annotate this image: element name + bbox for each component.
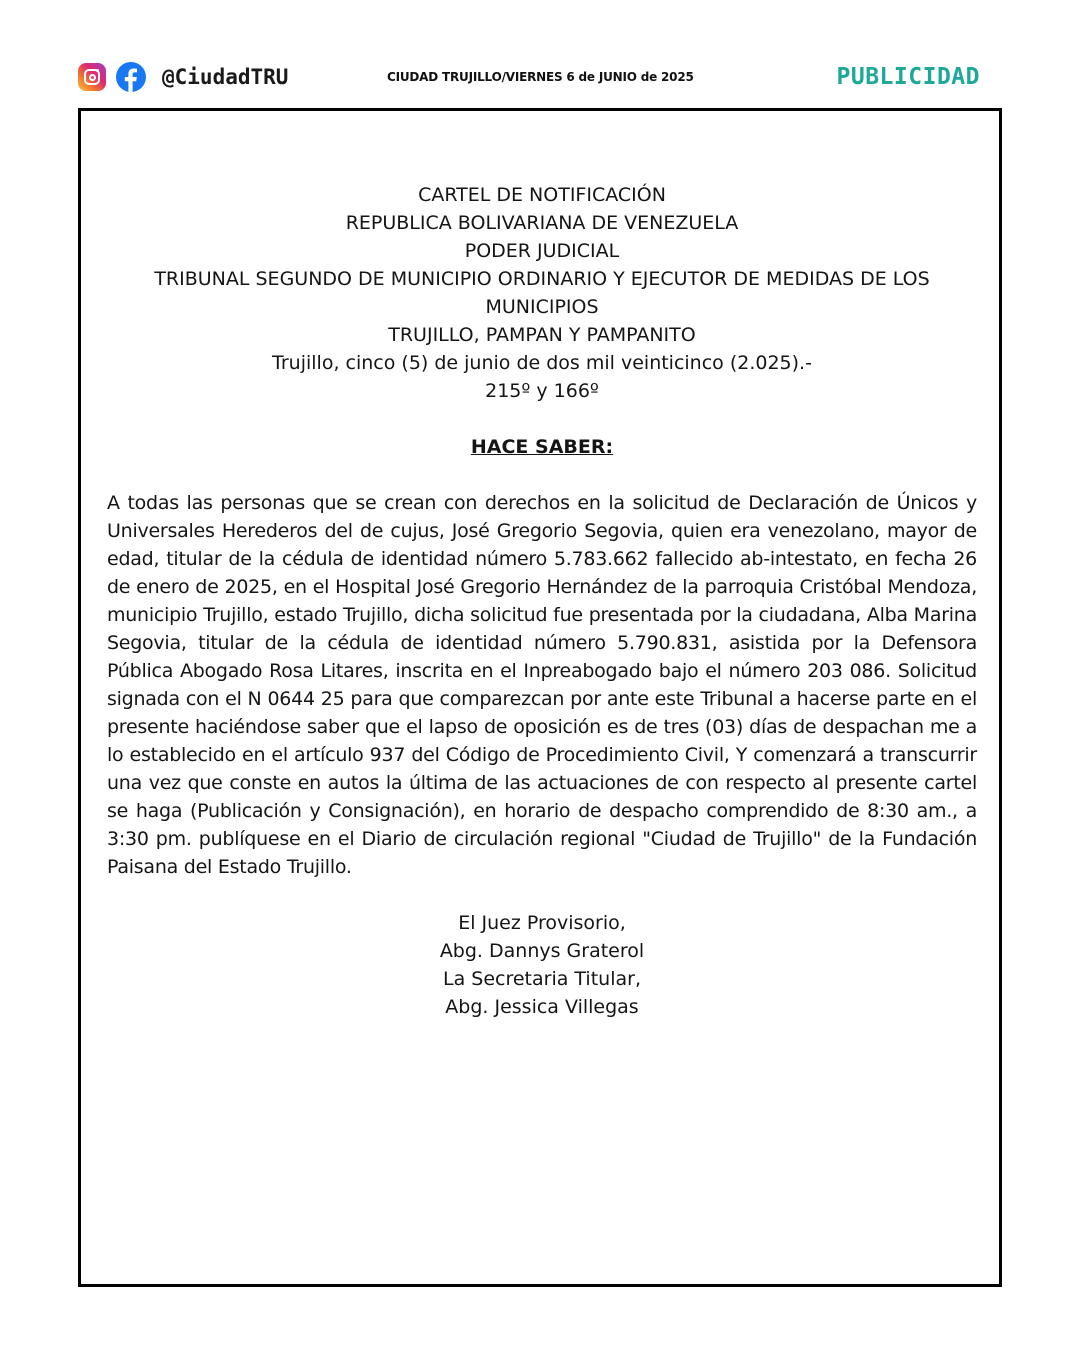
notice-frame <box>78 108 1002 1287</box>
notice-title: CARTEL DE NOTIFICACIÓN <box>418 184 666 206</box>
instagram-icon[interactable] <box>78 63 106 91</box>
secretary-name: Abg. Jessica Villegas <box>445 996 639 1018</box>
page-header <box>0 0 1080 108</box>
signature-block <box>107 909 977 1021</box>
secretary-title: La Secretaria Titular, <box>443 968 641 990</box>
court-line: TRIBUNAL SEGUNDO DE MUNICIPIO ORDINARIO Y EJECUTOR DE MEDIDAS DE LOS MUNICIPIOS <box>154 268 930 318</box>
country-line: REPUBLICA BOLIVARIANA DE VENEZUELA <box>345 212 739 234</box>
notice-content <box>107 181 977 1021</box>
judge-name: Abg. Dannys Graterol <box>439 940 645 962</box>
notice-header <box>107 181 977 405</box>
facebook-icon[interactable] <box>116 62 146 92</box>
authority-line: PODER JUDICIAL <box>464 240 620 262</box>
instagram-icon-lens <box>89 74 96 81</box>
date-line: Trujillo, cinco (5) de junio de dos mil veinticinco (2.025).- <box>272 352 812 374</box>
edition-dateline: CIUDAD TRUJILLO/VIERNES 6 de JUNIO de 2025 <box>387 70 694 84</box>
social-links <box>78 62 288 92</box>
judge-title: El Juez Provisorio, <box>458 912 626 934</box>
municipalities-line: TRUJILLO, PAMPAN Y PAMPANITO <box>388 324 696 346</box>
section-label: PUBLICIDAD <box>836 64 980 90</box>
notice-heading: HACE SABER: <box>470 436 614 458</box>
years-line: 215º y 166º <box>485 380 599 402</box>
social-handle[interactable]: @CiudadTRU <box>162 65 289 89</box>
instagram-icon-dot <box>96 69 99 72</box>
facebook-icon-glyph <box>116 62 146 92</box>
notice-body: A todas las personas que se crean con derechos en la solicitud de Declaración de Únicos y Universales Herederos del de cujus, José Gregorio Segovia, quien era venezolano, mayor de edad, titular de la cédula de identidad número 5.783.662 fallecido ab-intestato, en fecha 26 de enero de 2025, en el Hospital José Gregorio Hernández de la parroquia Cristóbal Mendoza, municipio Trujillo, estado Trujillo, dicha solicitud fue presentada por la ciudadana, Alba Marina Segovia, titular de la cédula de identidad número 5.790.831, asistida por la Defensora Pública Abogado Rosa Litares, inscrita en el Inpreabogado bajo el número 203 086. Solicitud signada con el N 0644 25 para que comparezcan por ante este Tribunal a hacerse parte en el presente haciéndose saber que el lapso de oposición es de tres (03) días de despachan me a lo establecido en el artículo 937 del Código de Procedimiento Civil, Y comenzará a transcurrir una vez que conste en autos la última de las actuaciones de con respecto al presente cartel se haga (Publicación y Consignación), en horario de despacho comprendido de 8:30 am., a 3:30 pm. publíquese en el Diario de circulación regional "Ciudad de Trujillo" de la Fundación Paisana del Estado Trujillo. <box>107 492 977 878</box>
